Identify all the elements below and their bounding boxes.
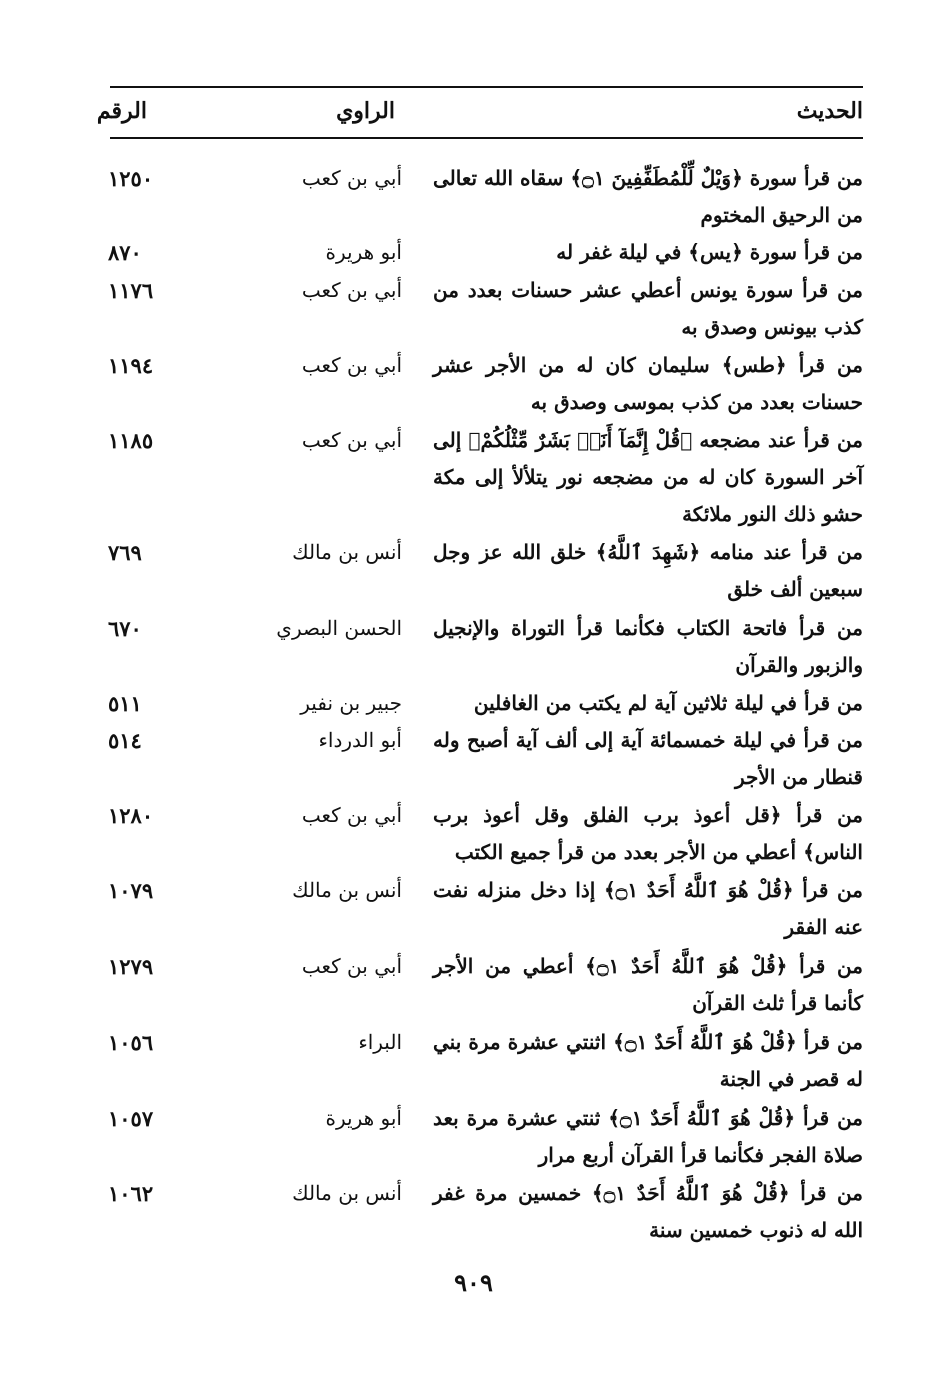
hadith-number: ٥١١ [108,691,142,716]
hadith-text: من قرأ سورة يونس أعطي عشر حسنات بعدد من كذب بيونس وصدق به [433,278,863,339]
hadith-text: من قرأ سورة ﴿يس﴾ في ليلة غفر له [556,240,863,264]
hadith-text: من قرأ فاتحة الكتاب فكأنما قرأ التوراة والإنجيل والزبور والقرآن [433,616,863,677]
hadith-number: ١٠٧٩ [108,878,154,903]
narrator-name: أبي بن كعب [301,803,402,827]
hadith-number: ١١٨٥ [108,428,154,453]
hadith-number: ١١٧٦ [108,278,154,303]
hadith-text: من قرأ ﴿قُلْ هُوَ ٱللَّهُ أَحَدٌ ۝١﴾ إذا دخل منزله نفت عنه الفقر [433,878,863,939]
narrator-name: أبي بن كعب [301,166,402,190]
page-number: ٩٠٩ [454,1268,493,1297]
column-header-narrator: الراوي [336,98,395,124]
narrator-name: أبو الدرداء [318,728,402,752]
narrator-name: أنس بن مالك [292,1181,402,1205]
narrator-name: البراء [358,1030,402,1054]
hadith-number: ١٢٥٠ [108,166,154,191]
narrator-name: أبي بن كعب [301,278,402,302]
hadith-number: ٨٧٠ [108,240,142,265]
narrator-name: أبو هريرة [325,1106,402,1130]
hadith-number: ١٢٨٠ [108,803,154,828]
hadith-text: من قرأ ﴿قُلْ هُوَ ٱللَّهُ أَحَدٌ ۝١﴾ أعطي من الأجر كأنما قرأ ثلث القرآن [433,954,863,1015]
hadith-text: من قرأ سورة ﴿وَيْلٌ لِّلْمُطَفِّفِينَ ۝١﴾ سقاه الله تعالى من الرحيق المختوم [433,166,863,227]
top-rule [110,86,863,88]
hadith-text: من قرأ ﴿قُلْ هُوَ ٱللَّهُ أَحَدٌ ۝١﴾ اثنتي عشرة مرة بني له قصر في الجنة [433,1030,863,1091]
hadith-number: ٦٧٠ [108,616,142,641]
narrator-name: جبير بن نفير [300,691,402,715]
hadith-text: من قرأ عند مضجعه ﴿قُلْ إِنَّمَآ أَنَا۠ بَشَرٌ مِّثْلُكُمْ﴾ إلى آخر السورة كان له من مضجعه نور يتلألأ إلى مكة حشو ذلك النور ملائكة [433,428,863,526]
narrator-name: الحسن البصري [276,616,402,640]
hadith-number: ١٠٥٧ [108,1106,154,1131]
hadith-text: من قرأ ﴿قل أعوذ برب الفلق وقل أعوذ برب الناس﴾ أعطي من الأجر بعدد من قرأ جميع الكتب [433,803,863,864]
hadith-text: من قرأ عند منامه ﴿شَهِدَ ٱللَّهُ﴾ خلق الله عز وجل سبعين ألف خلق [433,540,863,601]
column-header-hadith: الحديث [796,98,863,124]
header-rule [110,137,863,139]
narrator-name: أنس بن مالك [292,878,402,902]
narrator-name: أبي بن كعب [301,954,402,978]
hadith-number: ١٠٦٢ [108,1181,154,1206]
hadith-number: ١٢٧٩ [108,954,154,979]
narrator-name: أنس بن مالك [292,540,402,564]
hadith-text: من قرأ ﴿قُلْ هُوَ ٱللَّهُ أَحَدٌ ۝١﴾ خمسين مرة غفر الله له ذنوب خمسين سنة [433,1181,863,1242]
column-header-number: الرقم [96,98,147,124]
hadith-text: من قرأ ﴿طس﴾ سليمان كان له من الأجر عشر حسنات بعدد من كذب بموسى وصدق به [433,353,863,414]
hadith-number: ٧٦٩ [108,540,142,565]
narrator-name: أبي بن كعب [301,353,402,377]
hadith-number: ١٠٥٦ [108,1030,154,1055]
hadith-text: من قرأ في ليلة خمسمائة آية إلى ألف آية أصبح وله قنطار من الأجر [433,728,863,789]
hadith-number: ٥١٤ [108,728,142,753]
narrator-name: أبو هريرة [325,240,402,264]
narrator-name: أبي بن كعب [301,428,402,452]
hadith-number: ١١٩٤ [108,353,154,378]
hadith-text: من قرأ في ليلة ثلاثين آية لم يكتب من الغافلين [473,691,863,715]
hadith-text: من قرأ ﴿قُلْ هُوَ ٱللَّهُ أَحَدٌ ۝١﴾ ثنتي عشرة مرة بعد صلاة الفجر فكأنما قرأ القرآن أربع مرار [433,1106,864,1167]
